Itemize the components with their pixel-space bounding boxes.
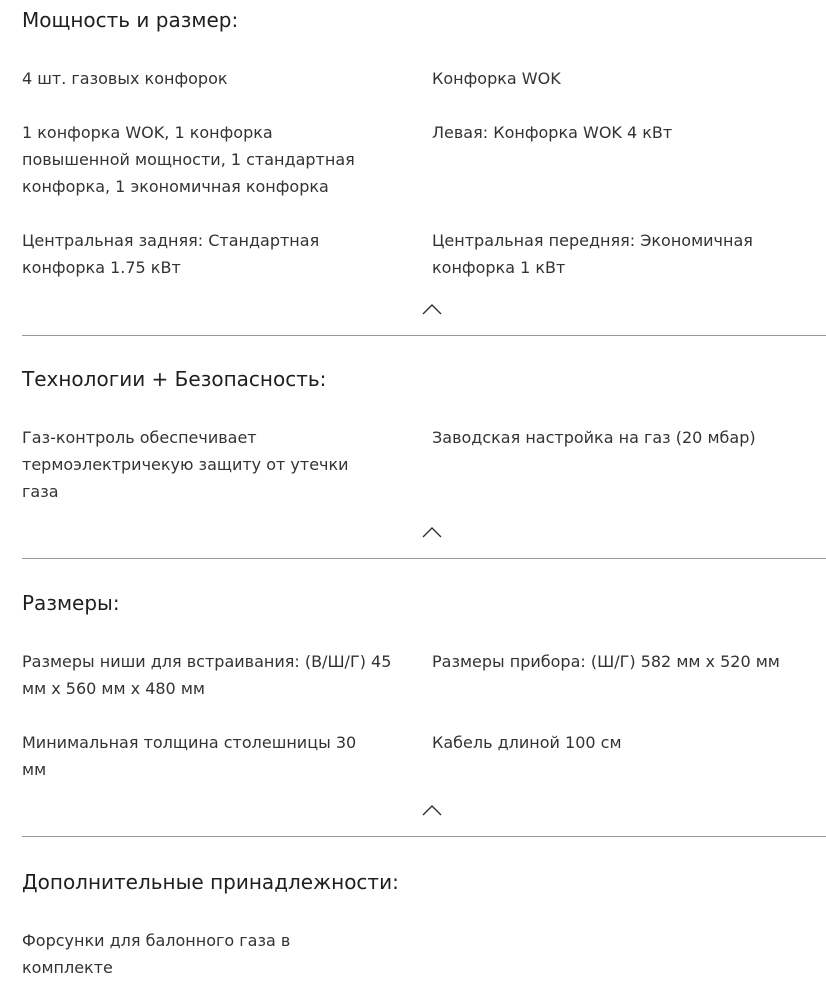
spec-item: Размеры прибора: (Ш/Г) 582 мм x 520 мм [432,652,780,671]
spec-item: Размеры ниши для встраивания: (В/Ш/Г) 45 мм x 560 мм x 480 мм [22,652,392,698]
spec-item: Кабель длиной 100 см [432,733,622,752]
spec-item: Заводская настройка на газ (20 мбар) [432,428,756,447]
section-title: Размеры: [22,591,120,615]
chevron-up-icon [421,302,443,316]
spec-item: Форсунки для балонного газа в комплекте [22,931,291,977]
section-title: Мощность и размер: [22,8,239,32]
spec-item: Конфорка WOK [432,69,561,88]
section-divider [22,335,826,336]
spec-item: 4 шт. газовых конфорок [22,69,228,88]
spec-item: Левая: Конфорка WOK 4 кВт [432,123,673,142]
section-title: Технологии + Безопасность: [22,367,327,391]
spec-item: Газ-контроль обеспечивает термоэлектричекую защиту от утечки газа [22,428,349,501]
section-title: Дополнительные принадлежности: [22,870,399,894]
chevron-up-icon [421,525,443,539]
collapse-section-button[interactable] [421,803,443,817]
spec-item: 1 конфорка WOK, 1 конфорка повышенной мощности, 1 стандартная конфорка, 1 экономичная конфорка [22,123,355,196]
spec-item: Центральная задняя: Стандартная конфорка 1.75 кВт [22,231,320,277]
chevron-up-icon [421,803,443,817]
section-divider [22,558,826,559]
spec-item: Минимальная толщина столешницы 30 мм [22,733,357,779]
section-divider [22,836,826,837]
collapse-section-button[interactable] [421,302,443,316]
spec-item: Центральная передняя: Экономичная конфорка 1 кВт [432,231,753,277]
collapse-section-button[interactable] [421,525,443,539]
